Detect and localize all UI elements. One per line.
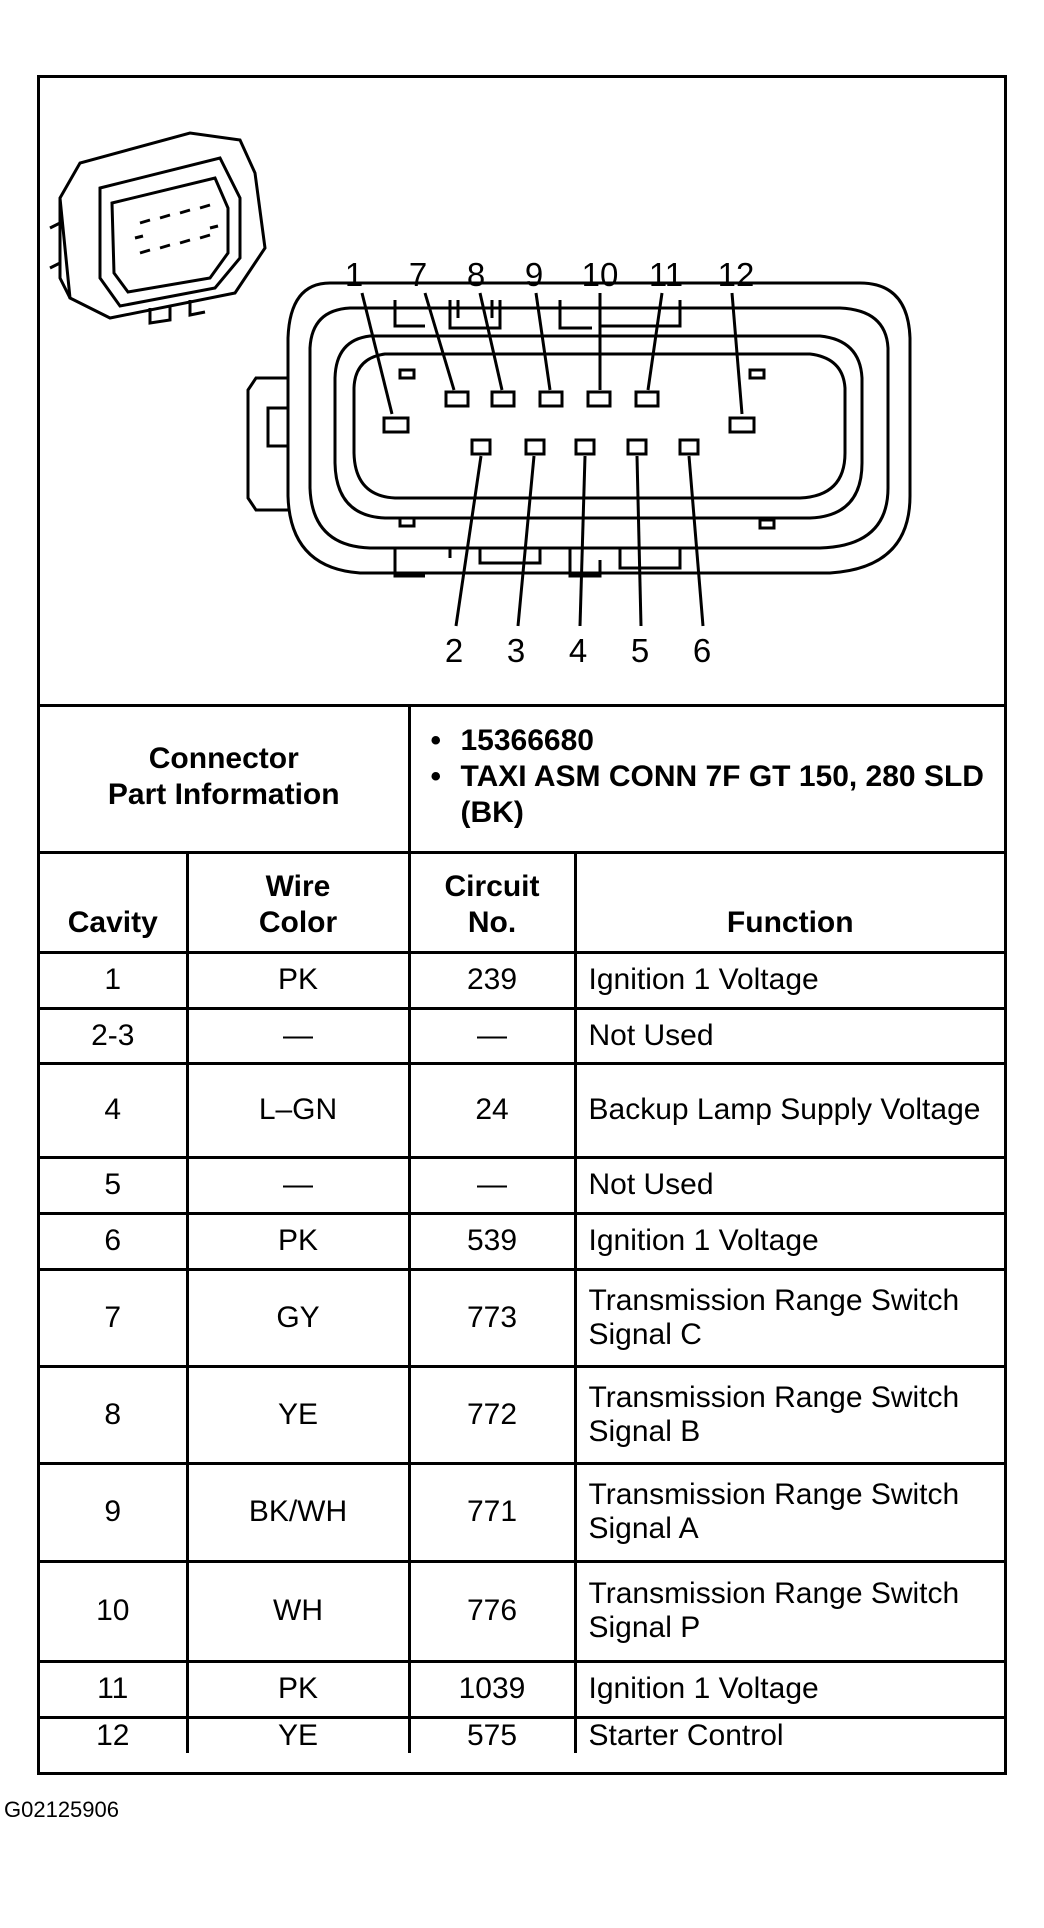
cell-circuit: 773 bbox=[409, 1269, 575, 1366]
part-info-item: • TAXI ASM CONN 7F GT 150, 280 SLD (BK) bbox=[431, 759, 993, 831]
cell-function: Ignition 1 Voltage bbox=[575, 1213, 1004, 1269]
cell-wire-color: PK bbox=[187, 952, 409, 1008]
cell-function: Ignition 1 Voltage bbox=[575, 952, 1004, 1008]
table-row bbox=[40, 1063, 1004, 1157]
cell-cavity: 7 bbox=[40, 1269, 187, 1366]
cell-circuit: 575 bbox=[409, 1717, 575, 1753]
figure-code: G02125906 bbox=[4, 1797, 119, 1822]
cell-cavity: 2-3 bbox=[40, 1008, 187, 1063]
cell-function: Transmission Range Switch Signal A bbox=[575, 1463, 1004, 1561]
pin-label-8: 8 bbox=[466, 256, 486, 293]
table-row bbox=[40, 1008, 1004, 1063]
pin-label-2: 2 bbox=[444, 632, 464, 669]
cell-cavity: 4 bbox=[40, 1063, 187, 1157]
cell-circuit: 772 bbox=[409, 1366, 575, 1463]
pin-label-11: 11 bbox=[648, 256, 684, 293]
cell-wire-color: L–GN bbox=[187, 1063, 409, 1157]
header-wire-color: Wire Color bbox=[187, 852, 409, 952]
cell-cavity: 12 bbox=[40, 1717, 187, 1753]
cell-circuit: — bbox=[409, 1157, 575, 1213]
cell-circuit: 771 bbox=[409, 1463, 575, 1561]
header-circuit-no: Circuit No. bbox=[409, 852, 575, 952]
cell-circuit: 24 bbox=[409, 1063, 575, 1157]
table-row bbox=[40, 1269, 1004, 1366]
connector-drawing bbox=[40, 78, 1004, 704]
table-row bbox=[40, 1717, 1004, 1753]
table-row bbox=[40, 1463, 1004, 1561]
cell-function: Transmission Range Switch Signal B bbox=[575, 1366, 1004, 1463]
cell-circuit: — bbox=[409, 1008, 575, 1063]
cell-cavity: 8 bbox=[40, 1366, 187, 1463]
table-row bbox=[40, 1661, 1004, 1717]
cell-circuit: 776 bbox=[409, 1561, 575, 1661]
cell-function: Not Used bbox=[575, 1157, 1004, 1213]
part-info-item: • 15366680 bbox=[430, 724, 594, 758]
cell-wire-color: PK bbox=[187, 1661, 409, 1717]
pin-label-7: 7 bbox=[408, 256, 428, 293]
part-info-label-line2: Part Information bbox=[107, 778, 340, 812]
part-description: TAXI ASM CONN 7F GT 150, 280 SLD (BK) bbox=[460, 760, 984, 830]
connector-part-info-label bbox=[40, 704, 409, 852]
pin-label-1: 1 bbox=[344, 256, 364, 293]
header-cavity: Cavity bbox=[40, 852, 187, 952]
pin-label-4: 4 bbox=[568, 632, 588, 669]
cell-wire-color: YE bbox=[187, 1717, 409, 1753]
cell-cavity: 10 bbox=[40, 1561, 187, 1661]
pin-labels bbox=[345, 256, 755, 669]
connector-perspective-icon bbox=[50, 133, 265, 323]
table-row bbox=[40, 952, 1004, 1008]
cell-cavity: 9 bbox=[40, 1463, 187, 1561]
pin-label-10: 10 bbox=[581, 256, 619, 293]
cell-wire-color: WH bbox=[187, 1561, 409, 1661]
cell-wire-color: — bbox=[187, 1157, 409, 1213]
table-row bbox=[40, 1366, 1004, 1463]
pin-label-9: 9 bbox=[524, 256, 544, 293]
table-row bbox=[40, 1213, 1004, 1269]
cell-wire-color: BK/WH bbox=[187, 1463, 409, 1561]
cell-cavity: 5 bbox=[40, 1157, 187, 1213]
cell-function: Ignition 1 Voltage bbox=[575, 1661, 1004, 1717]
cell-wire-color: PK bbox=[187, 1213, 409, 1269]
table-row bbox=[40, 1561, 1004, 1661]
pin-label-12: 12 bbox=[717, 256, 755, 293]
cell-function: Not Used bbox=[575, 1008, 1004, 1063]
connector-face bbox=[248, 283, 910, 626]
pin-label-3: 3 bbox=[506, 632, 526, 669]
part-number: 15366680 bbox=[460, 724, 594, 758]
table-header-row bbox=[40, 852, 1004, 952]
pin-label-5: 5 bbox=[630, 632, 650, 669]
cell-circuit: 239 bbox=[409, 952, 575, 1008]
pin-label-6: 6 bbox=[692, 632, 712, 669]
cell-function: Starter Control bbox=[575, 1717, 1004, 1753]
cell-function: Backup Lamp Supply Voltage bbox=[575, 1063, 1004, 1157]
table-row bbox=[40, 1157, 1004, 1213]
cell-cavity: 6 bbox=[40, 1213, 187, 1269]
connector-figure bbox=[37, 75, 1007, 1775]
cell-cavity: 1 bbox=[40, 952, 187, 1008]
cavity-table bbox=[40, 704, 1004, 1753]
cell-wire-color: YE bbox=[187, 1366, 409, 1463]
part-info-label-line1: Connector bbox=[148, 742, 299, 776]
connector-part-info-row bbox=[40, 704, 1004, 852]
cell-function: Transmission Range Switch Signal P bbox=[575, 1561, 1004, 1661]
connector-face-diagram bbox=[40, 78, 1004, 707]
cell-cavity: 11 bbox=[40, 1661, 187, 1717]
connector-part-info-values bbox=[409, 704, 1004, 852]
header-function: Function bbox=[575, 852, 1004, 952]
cell-wire-color: GY bbox=[187, 1269, 409, 1366]
cell-circuit: 539 bbox=[409, 1213, 575, 1269]
cell-function: Transmission Range Switch Signal C bbox=[575, 1269, 1004, 1366]
cell-wire-color: — bbox=[187, 1008, 409, 1063]
cell-circuit: 1039 bbox=[409, 1661, 575, 1717]
